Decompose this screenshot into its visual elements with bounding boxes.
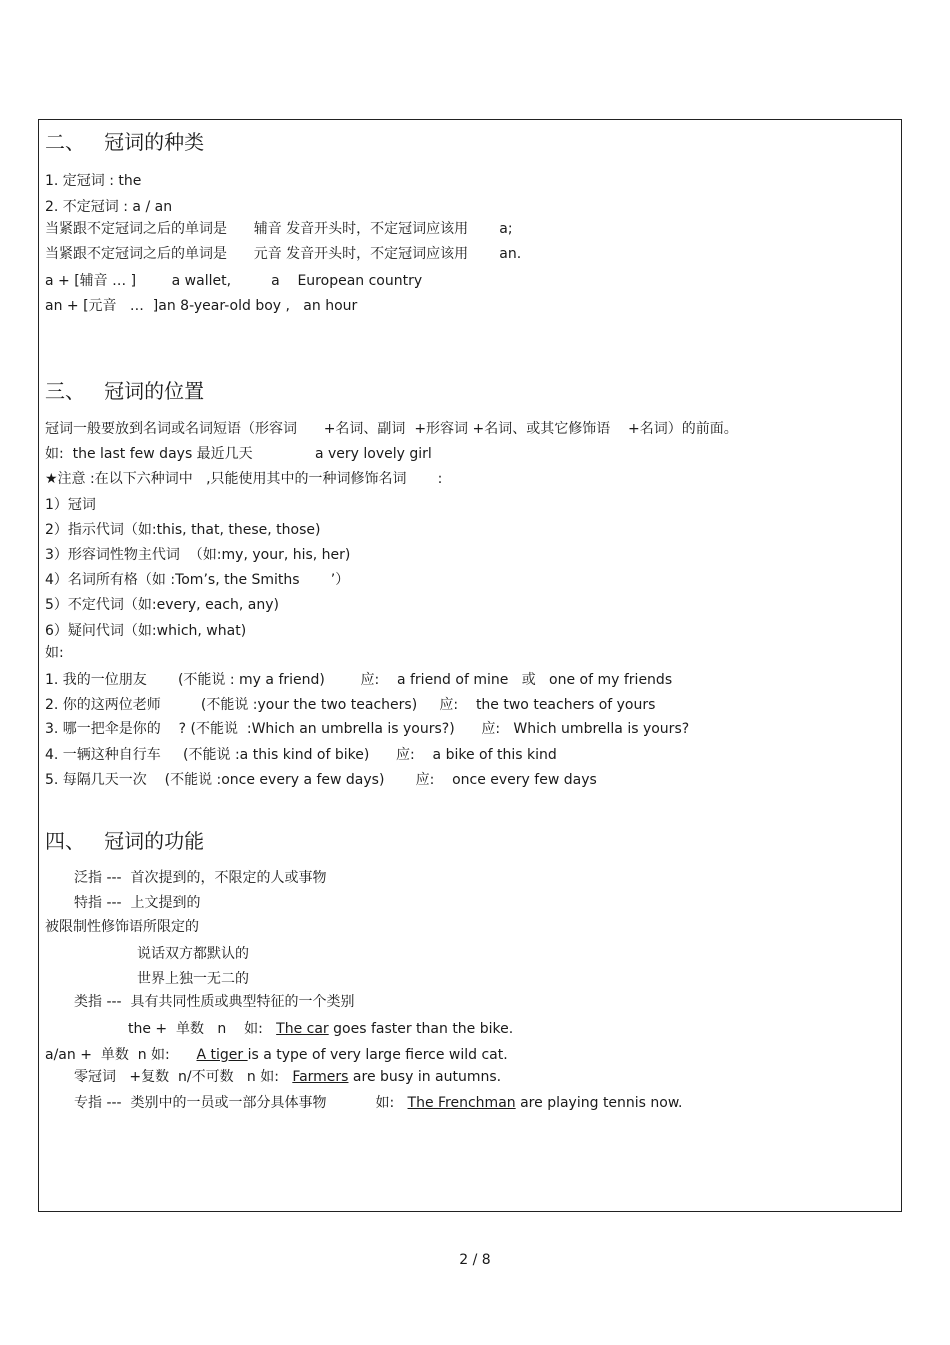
text-line: 如: the last few days 最近几天 a very lovely girl: [45, 446, 432, 462]
text-line: 1. 定冠词 : the: [45, 173, 142, 189]
example-prefix: 专指 --- 类别中的一员或一部分具体事物 如:: [74, 1095, 408, 1111]
text-line: 当紧跟不定冠词之后的单词是 辅音 发音开头时，不定冠词应该用 a;: [45, 221, 513, 237]
text-line: 当紧跟不定冠词之后的单词是 元音 发音开头时，不定冠词应该用 an.: [45, 246, 522, 262]
example-rest: goes faster than the bike.: [328, 1021, 514, 1037]
text-line: an + [元音 … ]an 8-year-old boy , an hour: [45, 298, 358, 314]
example-rest: is a type of very large fierce wild cat.: [247, 1047, 508, 1063]
list-item: 1）冠词: [45, 497, 96, 513]
text-line: 冠词一般要放到名词或名词短语（形容词 +名词、副词 +形容词 +名词、或其它修饰语 +名词）的前面。: [45, 421, 738, 437]
text-line: 世界上独一无二的: [137, 971, 249, 987]
example-rest: are playing tennis now.: [515, 1095, 683, 1111]
list-item: 5）不定代词（如:every, each, any): [45, 597, 279, 613]
example-prefix: the + 单数 n 如:: [128, 1021, 277, 1037]
example-item: 4. 一辆这种自行车 (不能说 :a this kind of bike) 应: a bike of this kind: [45, 747, 557, 763]
example-line: [45, 1046, 508, 1064]
example-line: [128, 1020, 513, 1038]
list-item: 6）疑问代词（如:which, what): [45, 623, 247, 639]
example-line: [74, 1094, 682, 1112]
example-item: 2. 你的这两位老师 (不能说 :your the two teachers) 应: the two teachers of yours: [45, 697, 656, 713]
example-item: 5. 每隔几天一次 (不能说 :once every a few days) 应: once every few days: [45, 772, 597, 788]
example-item: 3. 哪一把伞是你的 ? (不能说 :Which an umbrella is yours?) 应: Which umbrella is yours?: [45, 721, 690, 737]
underlined-term: The car: [276, 1021, 329, 1037]
text-line: 被限制性修饰语所限定的: [45, 919, 199, 935]
text-line: 如:: [45, 645, 64, 661]
list-item: 2）指示代词（如:this, that, these, those): [45, 522, 321, 538]
list-item: 3）形容词性物主代词 （如:my, your, his, her): [45, 547, 351, 563]
example-item: 1. 我的一位朋友 (不能说 : my a friend) 应: a friend of mine 或 one of my friends: [45, 672, 673, 688]
example-prefix: 零冠词 +复数 n/不可数 n 如:: [74, 1069, 293, 1085]
list-item: 4）名词所有格（如 :Tom’s, the Smiths ’）: [45, 572, 350, 588]
underlined-term: Farmers: [292, 1069, 349, 1085]
section-heading-position: 三、 冠词的位置: [45, 379, 205, 403]
text-line: 泛指 --- 首次提到的，不限定的人或事物: [74, 870, 327, 886]
text-line: 特指 --- 上文提到的: [74, 895, 201, 911]
example-rest: are busy in autumns.: [348, 1069, 502, 1085]
page-number: 2 / 8: [459, 1252, 491, 1268]
section-heading-functions: 四、 冠词的功能: [45, 829, 205, 853]
text-line: 说话双方都默认的: [137, 946, 249, 962]
section-heading-types: 二、 冠词的种类: [45, 130, 205, 154]
text-line: 类指 --- 具有共同性质或典型特征的一个类别: [74, 994, 355, 1010]
text-line: 2. 不定冠词 : a / an: [45, 199, 173, 215]
underlined-term: A tiger: [196, 1047, 248, 1063]
underlined-term: The Frenchman: [407, 1095, 516, 1111]
text-line: ★注意 :在以下六种词中 ,只能使用其中的一种词修饰名词 :: [45, 471, 443, 487]
example-prefix: a/an + 单数 n 如:: [45, 1047, 197, 1063]
text-line: a + [辅音 … ] a wallet, a European country: [45, 273, 423, 289]
example-line: [74, 1068, 501, 1086]
